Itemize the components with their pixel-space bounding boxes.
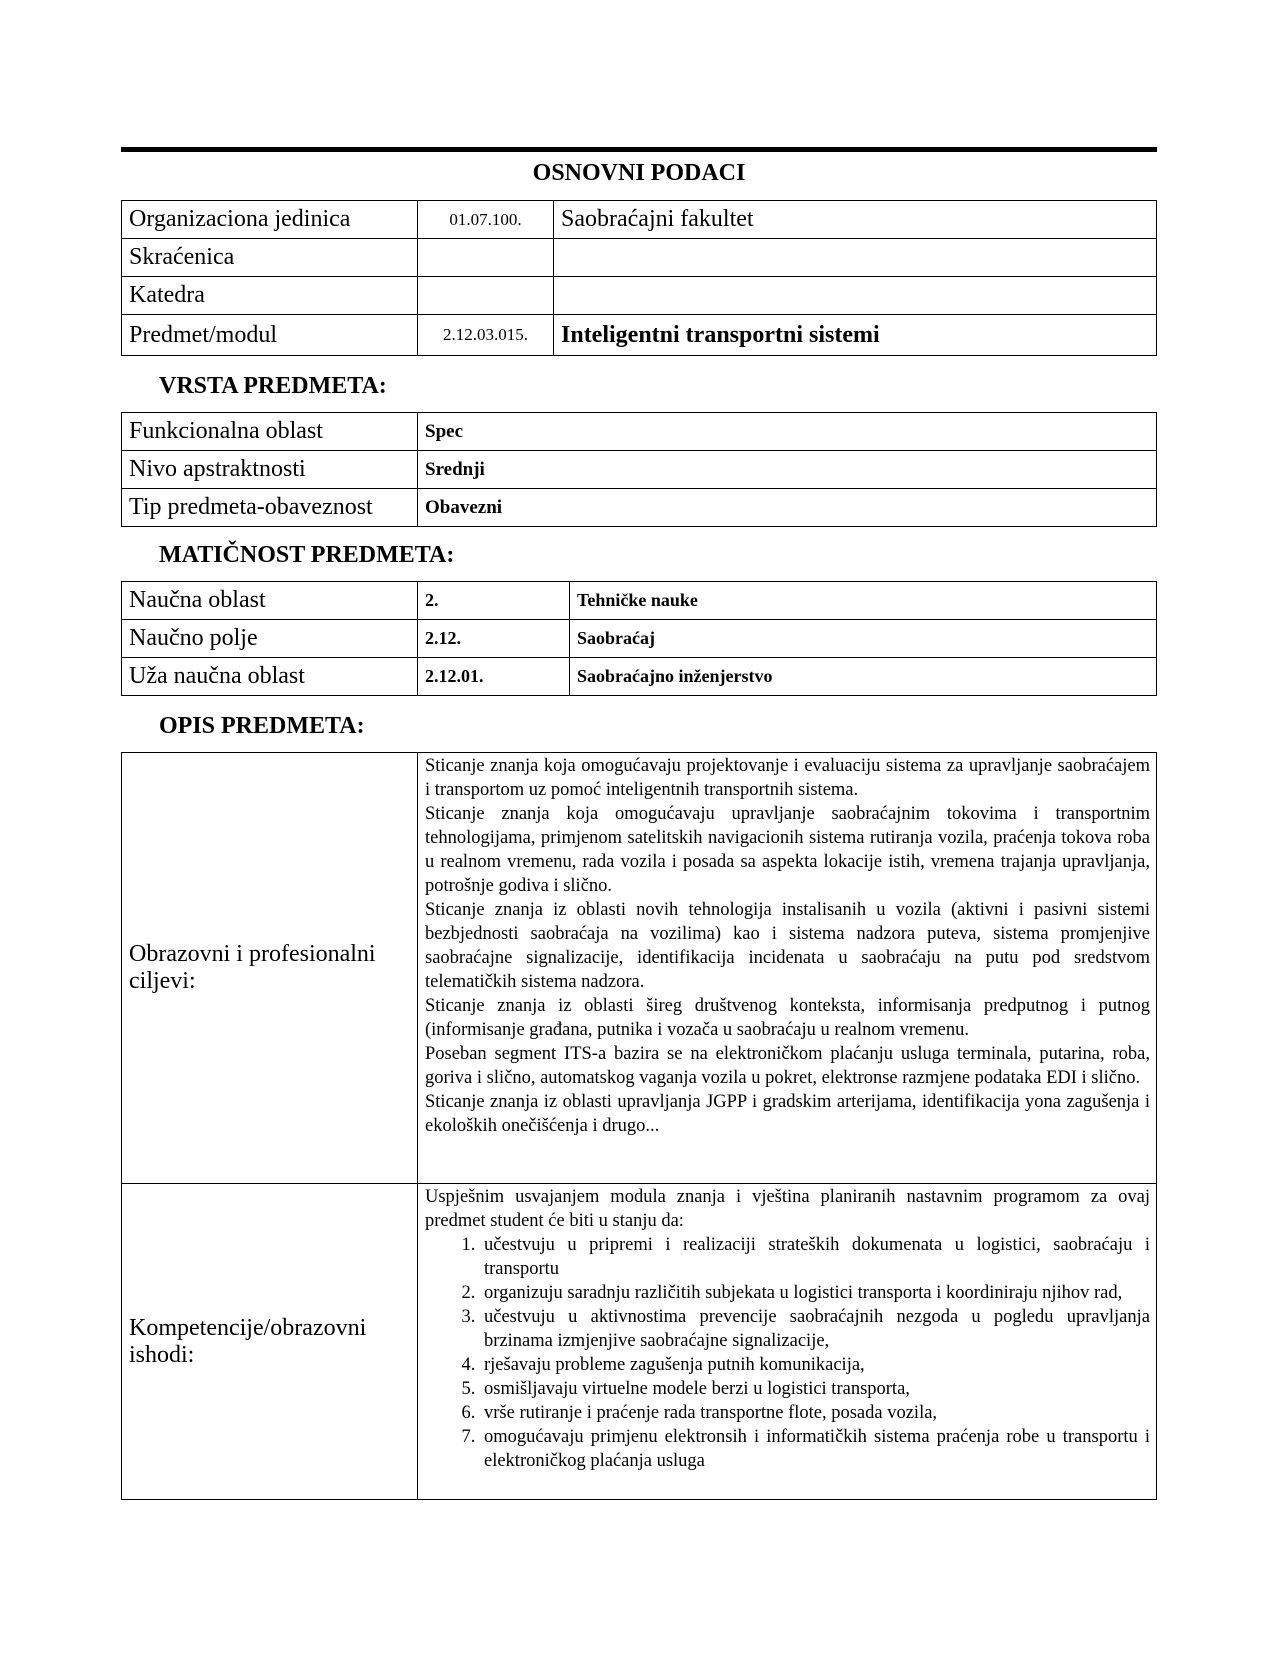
table-row (122, 315, 1157, 356)
list-item: 1. učestvuju u pripremi i realizaciji strateških dokumenata u logistici, saobraćaju i transportu (480, 1233, 1150, 1281)
goal-paragraph: Sticanje znanja iz oblasti šireg društvenog konteksta, informisanja predputnog i putnog (informisanje građana, putnika i vozača u saobraćaju u realnom vremenu. (425, 996, 1150, 1040)
list-item: 6. vrše rutiranje i praćenje rada transportne flote, posada vozila, (480, 1401, 1150, 1425)
list-item: 4. rješavaju probleme zagušenja putnih komunikacija, (480, 1353, 1150, 1377)
type-row-label: Nivo apstraktnosti (122, 451, 418, 489)
goal-paragraph: Sticanje znanja iz oblasti upravljanja JGPP i gradskim arterijama, identifikacija yona zagušenja i ekoloških onečišćenja i drugo... (425, 1092, 1150, 1136)
type-row-label: Funkcionalna oblast (122, 413, 418, 451)
subject-name: Inteligentni transportni sistemi (554, 315, 1157, 356)
table-row (122, 277, 1157, 315)
origin-row-code: 2.12. (418, 620, 570, 658)
table-row (122, 489, 1157, 527)
type-row-label: Tip predmeta-obaveznost (122, 489, 418, 527)
basic-info-table (121, 200, 1157, 356)
table-row (122, 753, 1157, 1184)
goal-paragraph: Sticanje znanja iz oblasti novih tehnologija instalisanih u vozila (aktivni i pasivni sistemi bezbjednosti saobraćaja na vozilima) kao i sistema nadzora puteva, sistema promjenjive saobraćajne signalizacije, identifikacija incidenata u saobraćaju na putu pod sredstvom telematičkih sistema nadzora. (425, 900, 1150, 992)
description-heading: OPIS PREDMETA: (159, 713, 365, 739)
origin-row-value: Tehničke nauke (570, 582, 1157, 620)
goals-text (418, 753, 1157, 1184)
outcomes-list (425, 1233, 1150, 1473)
abbr-value (554, 239, 1157, 277)
table-row (122, 620, 1157, 658)
table-row (122, 582, 1157, 620)
origin-row-label: Naučna oblast (122, 582, 418, 620)
description-table (121, 752, 1157, 1500)
table-row (122, 201, 1157, 239)
goals-label: Obrazovni i profesionalni ciljevi: (122, 753, 418, 1184)
abbr-code (418, 239, 554, 277)
origin-row-code: 2. (418, 582, 570, 620)
origin-row-value: Saobraćaj (570, 620, 1157, 658)
type-table (121, 412, 1157, 527)
table-row (122, 239, 1157, 277)
org-name: Saobraćajni fakultet (554, 201, 1157, 239)
goal-paragraph: Poseban segment ITS-a bazira se na elektroničkom plaćanju usluga terminala, putarina, roba, goriva i slično, automatskog vaganja vozila u pokret, elektronse razmjene podataka EDI i slično. (425, 1044, 1150, 1088)
origin-table (121, 581, 1157, 696)
table-row (122, 451, 1157, 489)
list-item: 3. učestvuju u aktivnostima prevencije saobraćajnih nezgoda u pogledu upravljanja brzinama izmjenjive saobraćajne signalizacije, (480, 1305, 1150, 1353)
dept-value (554, 277, 1157, 315)
table-row (122, 413, 1157, 451)
origin-row-label: Naučno polje (122, 620, 418, 658)
outcomes-text (418, 1184, 1157, 1500)
org-code: 01.07.100. (418, 201, 554, 239)
origin-row-label: Uža naučna oblast (122, 658, 418, 696)
type-heading: VRSTA PREDMETA: (159, 373, 387, 399)
goal-paragraph: Sticanje znanja koja omogućavaju upravljanje saobraćajnim tokovima i transportnim tehnologijama, primjenom satelitskih navigacionih sistema rutiranja vozila, praćenja tokova roba u realnom vremenu, rada vozila i posada sa aspekta lokacije istih, vremena trajanja upravljanja, potrošnje godiva i slično. (425, 804, 1150, 896)
type-row-value: Srednji (418, 451, 1157, 489)
top-rule (121, 147, 1157, 152)
type-row-value: Obavezni (418, 489, 1157, 527)
subject-label: Predmet/modul (122, 315, 418, 356)
list-item: 7. omogućavaju primjenu elektronsih i informatičkih sistema praćenja robe u transportu i elektroničkog plaćanja usluga (480, 1425, 1150, 1473)
goal-paragraph: Sticanje znanja koja omogućavaju projektovanje i evaluaciju sistema za upravljanje saobraćajem i transportom uz pomoć inteligentnih transportnih sistema. (425, 756, 1150, 800)
subject-code: 2.12.03.015. (418, 315, 554, 356)
dept-label: Katedra (122, 277, 418, 315)
outcomes-intro: Uspješnim usvajanjem modula znanja i vještina planiranih nastavnim programom za ovaj predmet student će biti u stanju da: (425, 1187, 1150, 1231)
outcomes-label: Kompetencije/obrazovni ishodi: (122, 1184, 418, 1500)
origin-row-code: 2.12.01. (418, 658, 570, 696)
type-row-value: Spec (418, 413, 1157, 451)
list-item: 2. organizuju saradnju različitih subjekata u logistici transporta i koordiniraju njihov rad, (480, 1281, 1150, 1305)
list-item: 5. osmišljavaju virtuelne modele berzi u logistici transporta, (480, 1377, 1150, 1401)
table-row (122, 658, 1157, 696)
dept-code (418, 277, 554, 315)
table-row (122, 1184, 1157, 1500)
page-title: OSNOVNI PODACI (532, 160, 746, 186)
org-label: Organizaciona jedinica (122, 201, 418, 239)
abbr-label: Skraćenica (122, 239, 418, 277)
origin-row-value: Saobraćajno inženjerstvo (570, 658, 1157, 696)
origin-heading: MATIČNOST PREDMETA: (159, 542, 455, 568)
